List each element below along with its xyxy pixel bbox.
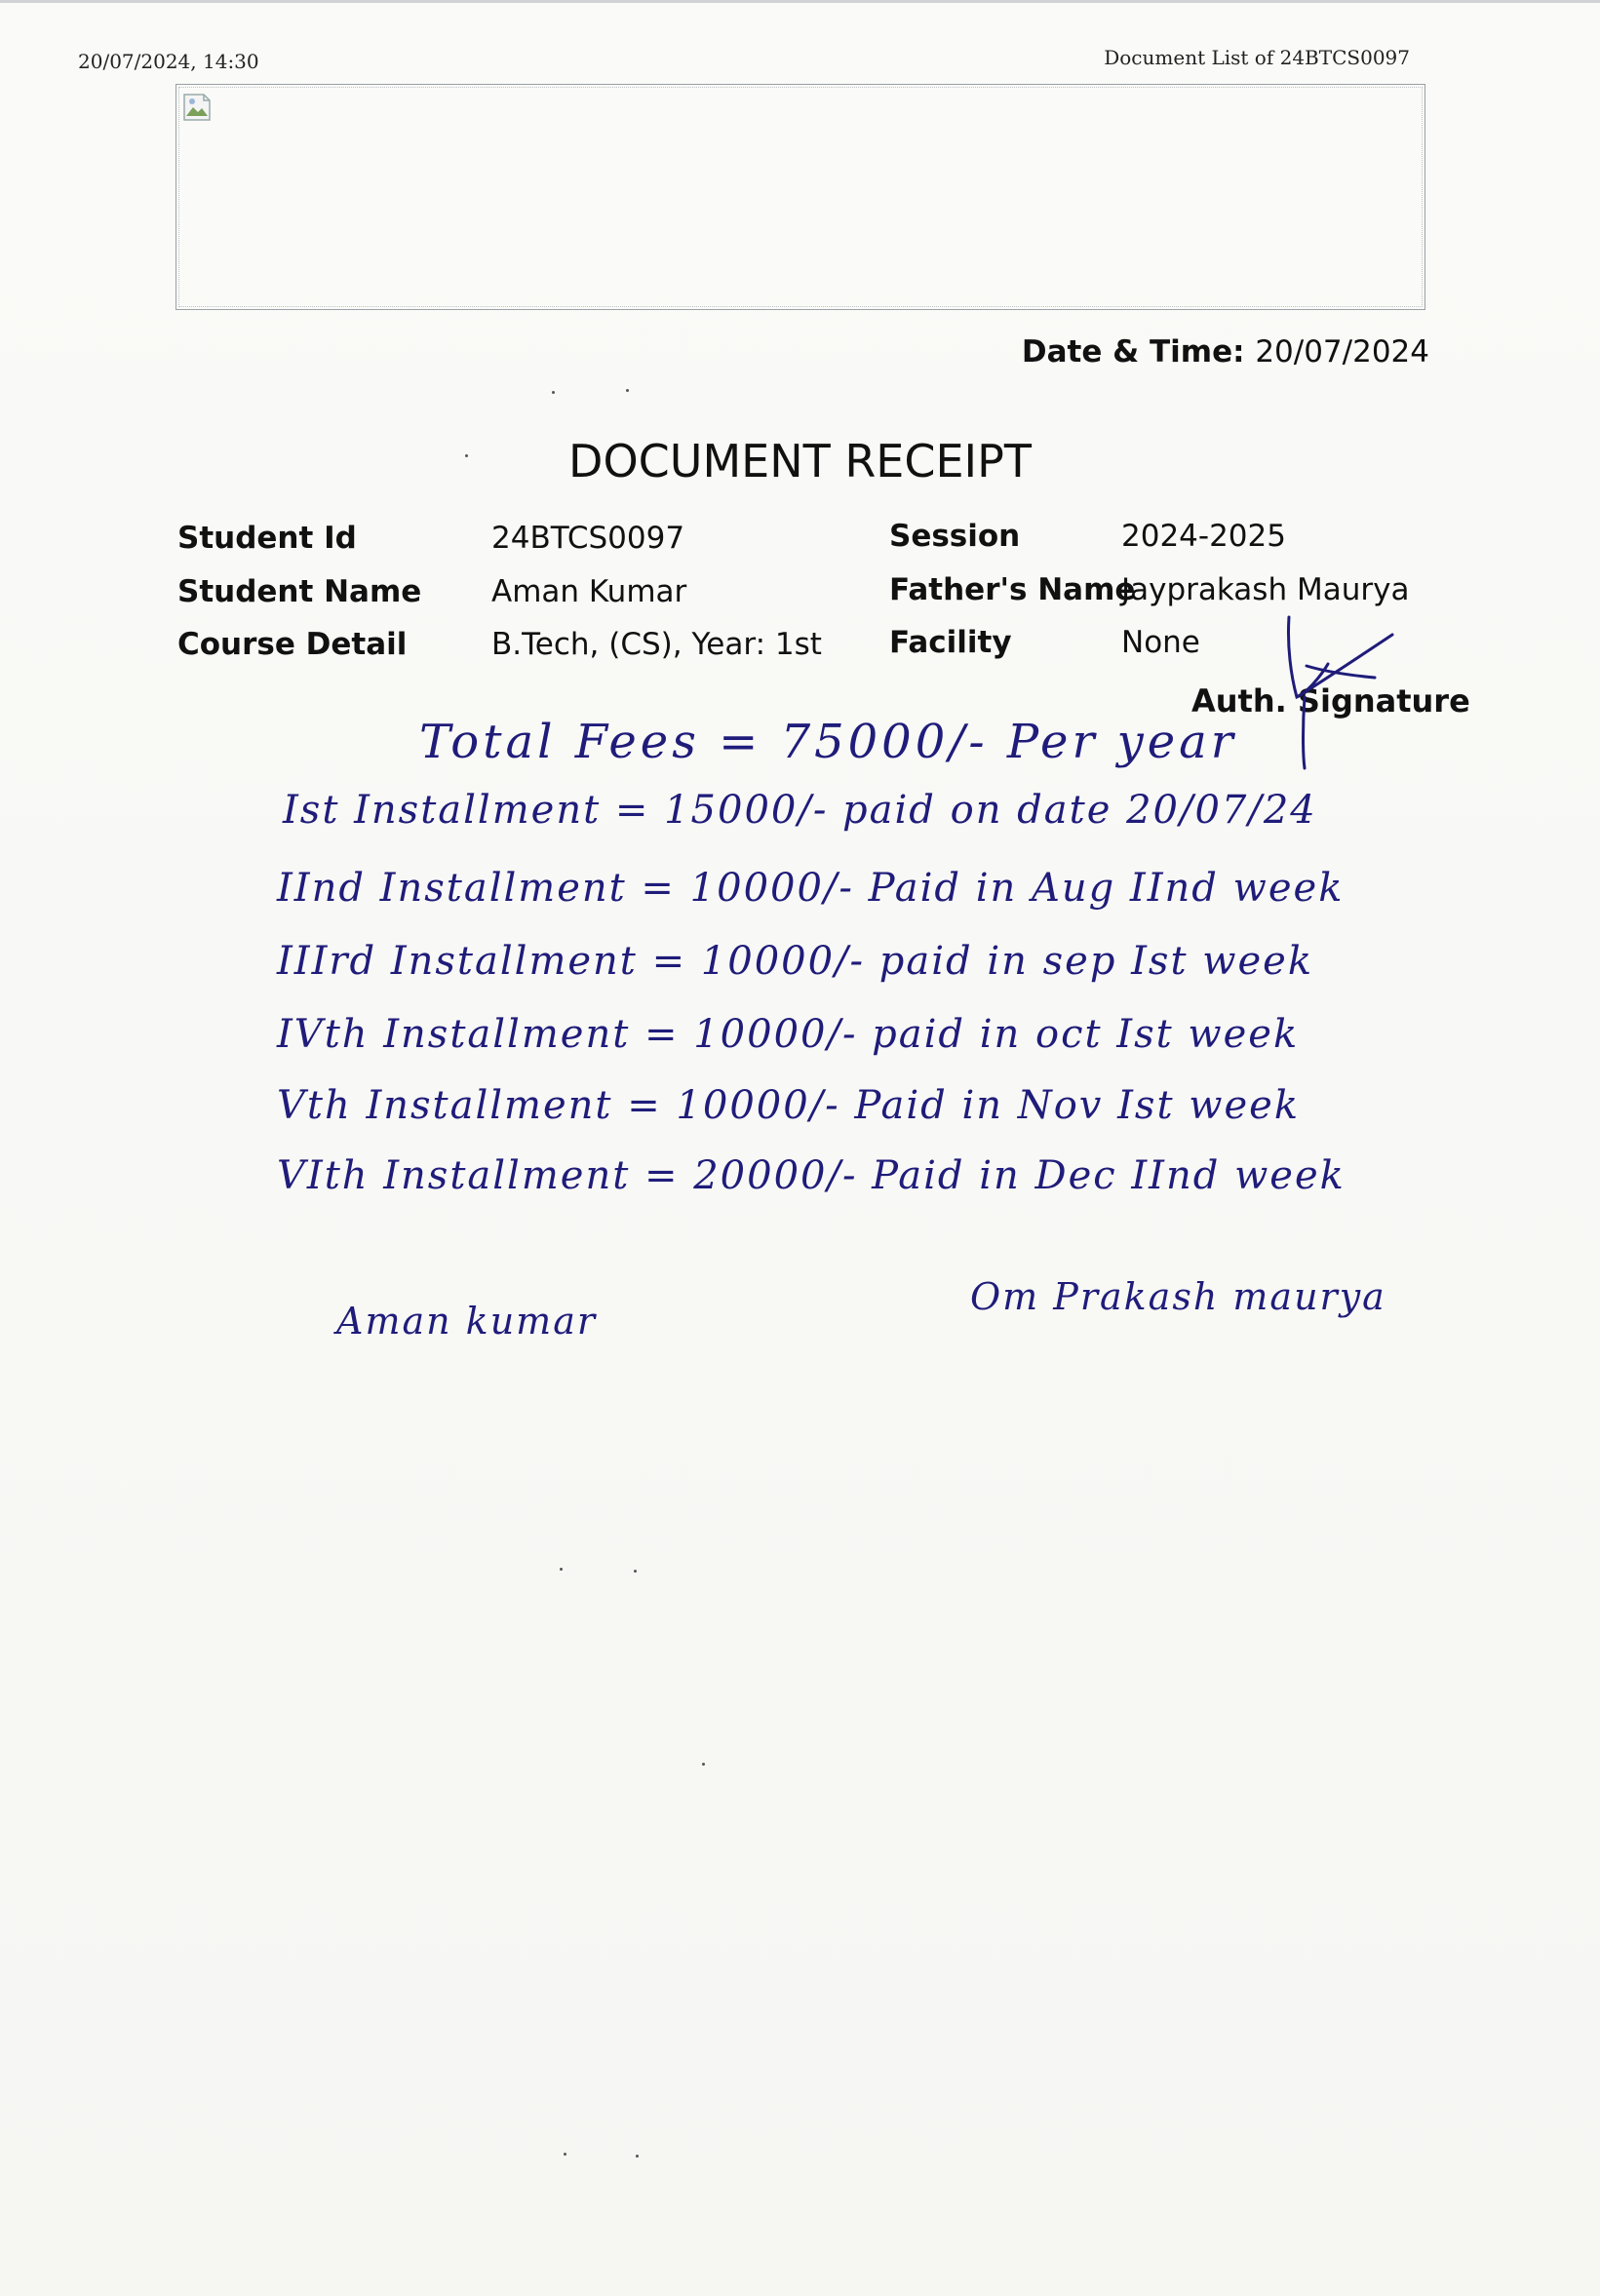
auth-signature-label: Auth. Signature xyxy=(1191,682,1470,720)
student-id-label: Student Id xyxy=(177,521,357,556)
handwritten-total-fees: Total Fees = 75000/- Per year xyxy=(419,715,1237,769)
page-title: DOCUMENT RECEIPT xyxy=(568,435,1032,487)
facility-value: None xyxy=(1121,625,1200,660)
logo-placeholder xyxy=(176,84,1425,310)
facility-label: Facility xyxy=(889,625,1012,660)
receipt-datetime xyxy=(1022,334,1429,370)
scan-speck xyxy=(634,1570,637,1573)
datetime-value: 20/07/2024 xyxy=(1255,334,1429,370)
authority-signature-mark xyxy=(1268,607,1404,773)
father-name-label: Father's Name xyxy=(889,572,1136,607)
scan-speck xyxy=(626,389,629,392)
scan-speck xyxy=(636,2155,639,2158)
handwritten-installment-3: IIIrd Installment = 10000/- paid in sep Ist week xyxy=(277,939,1314,984)
handwritten-installment-4: IVth Installment = 10000/- paid in oct Ist week xyxy=(277,1012,1300,1057)
print-title: Document List of 24BTCS0097 xyxy=(1104,46,1410,69)
scan-speck xyxy=(465,454,468,457)
session-label: Session xyxy=(889,519,1021,554)
datetime-label: Date & Time: xyxy=(1021,334,1245,370)
scan-speck xyxy=(552,391,555,394)
handwritten-installment-6: VIth Installment = 20000/- Paid in Dec IInd week xyxy=(277,1153,1346,1198)
scan-speck xyxy=(564,2153,566,2156)
print-datetime: 20/07/2024, 14:30 xyxy=(78,50,259,73)
handwritten-installment-1: Ist Installment = 15000/- paid on date 20/07/24 xyxy=(283,788,1317,833)
guardian-handwritten-signature: Om Prakash maurya xyxy=(970,1275,1386,1318)
session-value: 2024-2025 xyxy=(1121,519,1286,554)
handwritten-installment-2: IInd Installment = 10000/- Paid in Aug IInd week xyxy=(277,866,1345,911)
course-detail-label: Course Detail xyxy=(177,627,408,662)
student-name-value: Aman Kumar xyxy=(491,574,687,609)
student-id-value: 24BTCS0097 xyxy=(491,521,685,556)
student-handwritten-signature: Aman kumar xyxy=(336,1300,598,1343)
broken-image-icon xyxy=(182,93,214,122)
father-name-value: Jayprakash Maurya xyxy=(1121,572,1410,607)
scan-speck xyxy=(560,1568,563,1571)
handwritten-installment-5: Vth Installment = 10000/- Paid in Nov Ist week xyxy=(277,1083,1301,1128)
scan-speck xyxy=(702,1763,705,1766)
student-name-label: Student Name xyxy=(177,574,422,609)
course-detail-value: B.Tech, (CS), Year: 1st xyxy=(491,627,822,662)
